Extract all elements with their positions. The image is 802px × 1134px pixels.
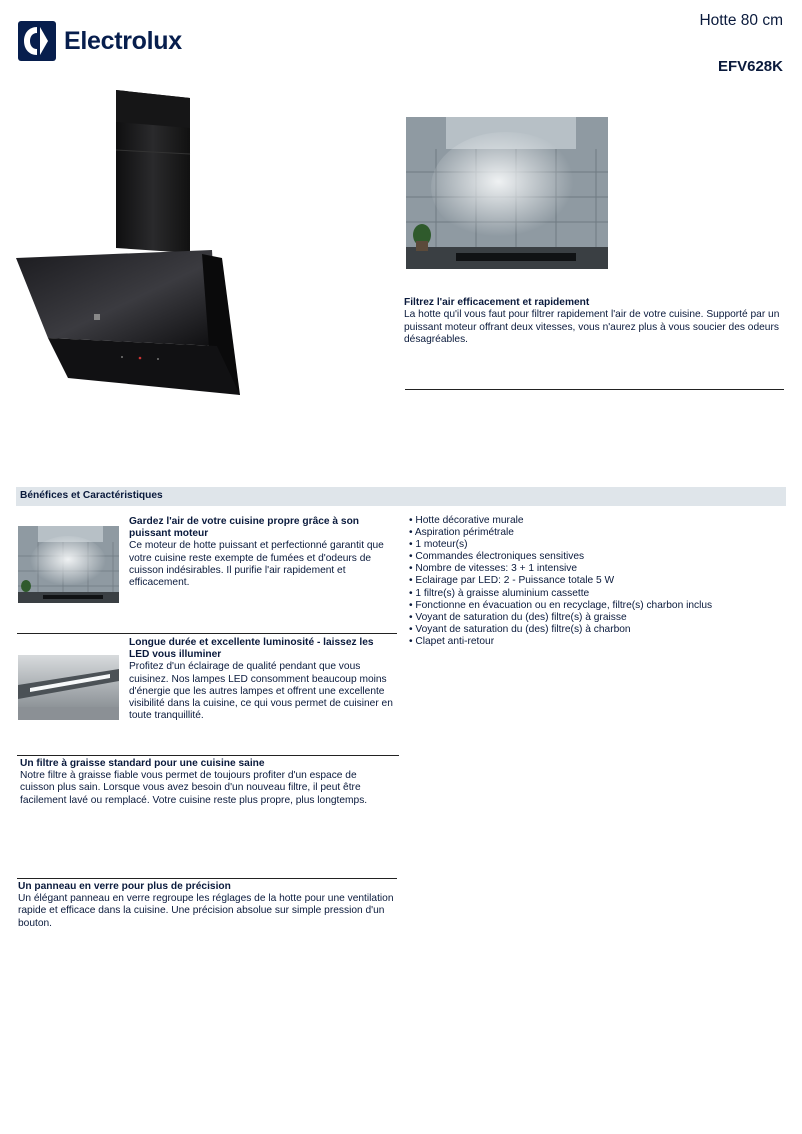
spec-item: • 1 filtre(s) à graisse aluminium cassette [409, 587, 590, 599]
feature-thumbnail-motor [18, 526, 119, 603]
kitchen-steam-photo [406, 117, 608, 269]
cooker-hood-product-image [12, 88, 244, 400]
hero-text: La hotte qu'il vous faut pour filtrer rapidement l'air de votre cuisine. Supporté par un puissant moteur offrant deux vitesses, vous n'aurez plus à vous soucier des odeurs désagréables. [404, 309, 780, 346]
feature-heading: Longue durée et excellente luminosité - laissez les LED vous illuminer [129, 637, 374, 661]
brand-logo [18, 20, 188, 62]
section-title: Bénéfices et Caractéristiques [16, 487, 786, 506]
feature-grease-filter [20, 758, 390, 807]
feature-heading: Un filtre à graisse standard pour une cuisine saine [20, 758, 265, 769]
divider [17, 755, 399, 756]
product-model: EFV628K [717, 58, 783, 75]
electrolux-logo-icon [18, 21, 56, 61]
brand-name: Electrolux [64, 26, 182, 55]
divider [405, 389, 784, 390]
spec-item: • Nombre de vitesses: 3 + 1 intensive [409, 563, 578, 575]
hero-description [404, 297, 786, 347]
spec-item: • Commandes électroniques sensitives [409, 551, 585, 563]
spec-item: • 1 moteur(s) [409, 539, 468, 551]
spec-item: • Clapet anti-retour [409, 635, 495, 647]
spec-item: • Voyant de saturation du (des) filtre(s) à graisse [409, 611, 627, 623]
spec-item: • Voyant de saturation du (des) filtre(s) à charbon [409, 623, 631, 635]
divider [17, 878, 397, 879]
divider [17, 633, 397, 634]
feature-text: Ce moteur de hotte puissant et perfectionné garantit que votre cuisine reste exempte de fumées et d'odeurs de cuisson indésirables. Il purifie l'air rapidement et efficacement. [129, 540, 384, 589]
feature-text: Un élégant panneau en verre regroupe les réglages de la hotte pour une ventilation rapide et efficace dans la cuisine. Une précision absolue sur simple pression d'un bouton. [18, 893, 394, 929]
feature-glass-panel [18, 881, 394, 930]
feature-heading: Gardez l'air de votre cuisine propre grâce à son puissant moteur [129, 516, 360, 540]
spec-list [409, 515, 789, 648]
feature-motor [129, 516, 394, 589]
feature-heading: Un panneau en verre pour plus de précision [18, 881, 231, 892]
spec-item: • Aspiration périmétrale [409, 527, 514, 539]
feature-thumbnail-led [18, 655, 119, 720]
feature-text: Notre filtre à graisse fiable vous permet de toujours profiter d'un espace de cuisson plus sain. Lorsque vous avez besoin d'un nouveau filtre, il peut être facilement lavé ou remplacé. Votre cuisine reste plus propre, plus longtemps. [20, 770, 368, 806]
spec-item: • Eclairage par LED: 2 - Puissance totale 5 W [409, 575, 615, 587]
spec-item: • Hotte décorative murale [409, 515, 524, 526]
product-category: Hotte 80 cm [699, 12, 783, 29]
hero-heading: Filtrez l'air efficacement et rapidement [404, 297, 590, 308]
feature-led [129, 637, 394, 722]
spec-item: • Fonctionne en évacuation ou en recyclage, filtre(s) charbon inclus [409, 599, 713, 611]
feature-text: Profitez d'un éclairage de qualité pendant que vous cuisinez. Nos lampes LED consomment beaucoup moins d'énergie que les autres lampes et offrent une excellente visibilité dans la cuisine, ce qui vous permet de cuisiner en toute tranquillité. [129, 661, 393, 722]
